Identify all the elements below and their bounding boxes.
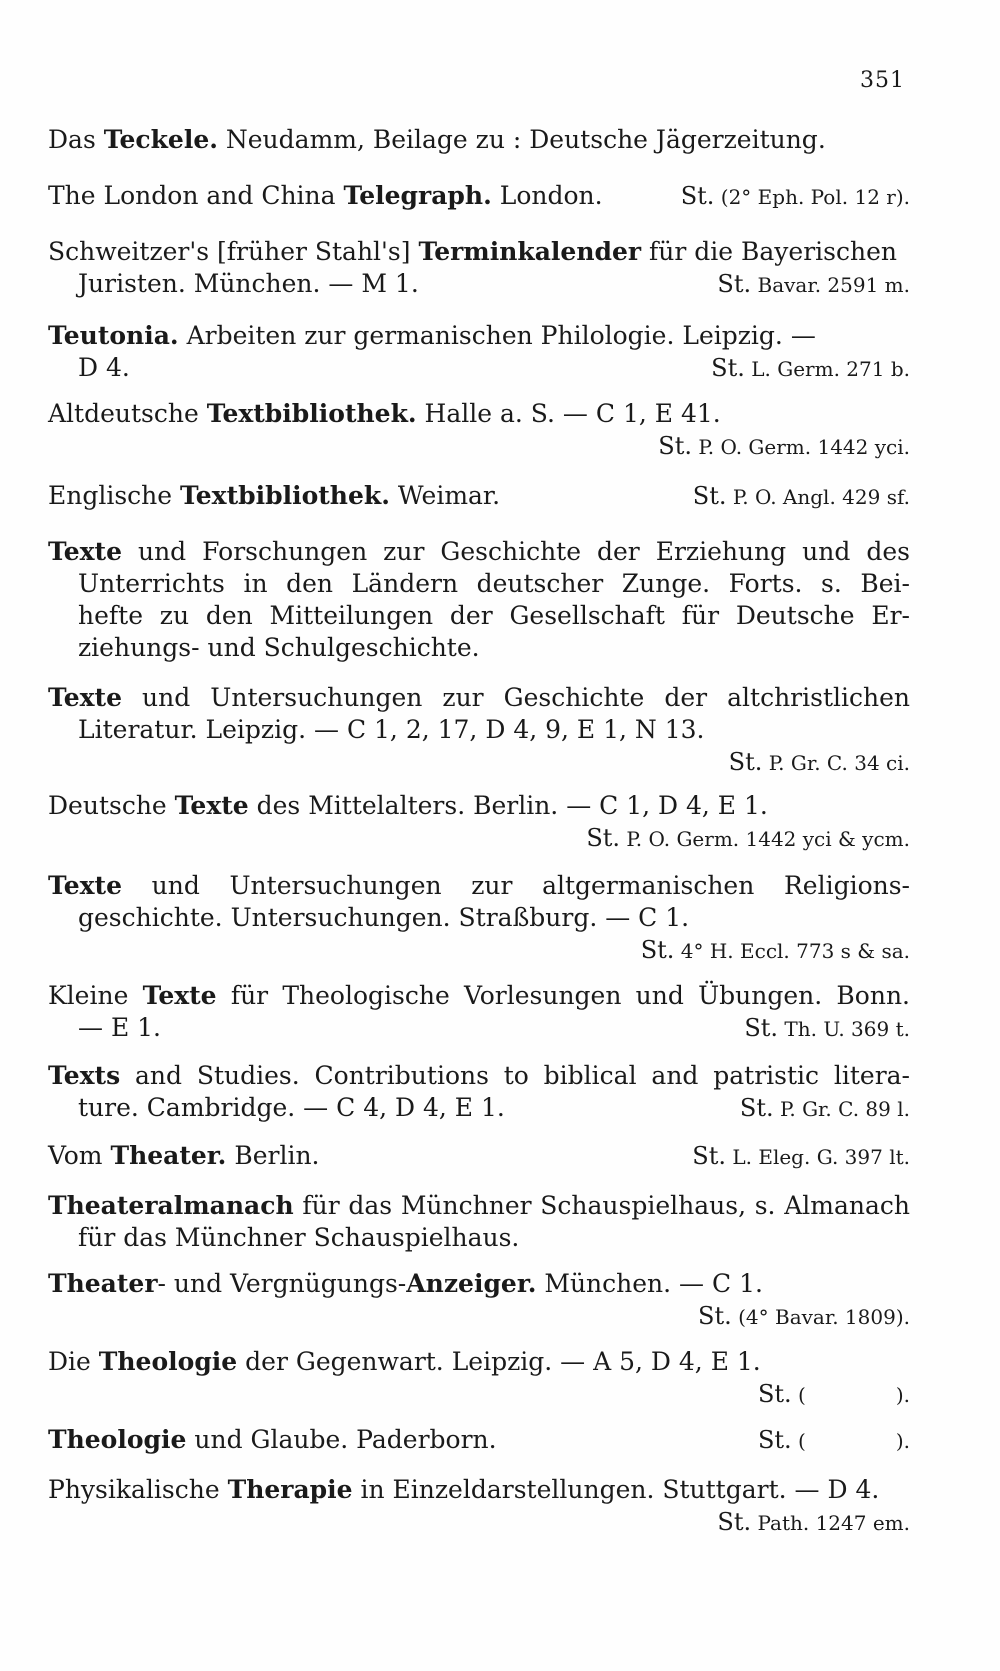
shelfmark: St. (2° Eph. Pol. 12 r). (680, 182, 910, 210)
shelfmark: St. Path. 1247 em. (717, 1508, 910, 1536)
entry-textbibliothek-engl: Englische Textbibliothek. Weimar. St. P. O. Angl. 429 sf. (48, 480, 910, 513)
shelfmark: St. P. Gr. C. 89 l. (739, 1094, 910, 1122)
entry-keyword: Texts (48, 1061, 121, 1090)
shelfmark: St. Th. U. 369 t. (744, 1014, 910, 1042)
entry-keyword: Theater (48, 1269, 158, 1298)
shelfmark: St. L. Eleg. G. 397 lt. (692, 1142, 910, 1170)
shelfmark: St. P. O. Angl. 429 sf. (692, 482, 910, 510)
entry-terminkalender: Schweitzer's [früher Stahl's] Terminkalender für die Bayerischen Juristen. München. — M 1. St. Bavar. 2591 m. (48, 236, 910, 301)
entry-keyword: Texte (48, 683, 122, 712)
entry-texts-studies: Texts and Studies. Contributions to biblical and patristic litera- ture. Cambridge. — C 4, D 4, E 1. St. P. Gr. C. 89 l. (48, 1060, 910, 1125)
entry-keyword: Texte (48, 871, 122, 900)
entry-keyword: Texte (142, 981, 217, 1010)
entry-keyword: Texte (48, 537, 122, 566)
shelfmark: St. ( ). (757, 1426, 910, 1454)
entry-keyword: Textbibliothek. (180, 481, 390, 510)
entry-telegraph: The London and China Telegraph. London. St. (2° Eph. Pol. 12 r). (48, 180, 910, 213)
entry-teutonia: Teutonia. Arbeiten zur germanischen Philologie. Leipzig. — D 4. St. L. Germ. 271 b. (48, 320, 910, 385)
entry-vom-theater: Vom Theater. Berlin. St. L. Eleg. G. 397 lt. (48, 1140, 910, 1173)
entry-keyword: Theateralmanach (48, 1191, 294, 1220)
entry-keyword: Theologie (48, 1425, 187, 1454)
entry-theologie-gegenwart: Die Theologie der Gegenwart. Leipzig. — A 5, D 4, E 1. St. ( ). (48, 1347, 910, 1408)
entry-texte-untersuchungen: Texte und Untersuchungen zur Geschichte der altchristlichen Literatur. Leipzig. — C 1, 2, 17, D 4, 9, E 1, N 13. St. P. Gr. C. 34 ci. (48, 683, 910, 776)
entry-keyword: Therapie (227, 1475, 353, 1504)
shelfmark: St. 4° H. Eccl. 773 s & sa. (640, 936, 910, 964)
entry-therapie: Physikalische Therapie in Einzeldarstellungen. Stuttgart. — D 4. St. Path. 1247 em. (48, 1475, 910, 1536)
entry-keyword: Teutonia. (48, 321, 179, 350)
shelfmark: St. P. O. Germ. 1442 yci. (658, 432, 910, 460)
entry-keyword: Telegraph. (343, 181, 492, 210)
shelfmark: St. L. Germ. 271 b. (711, 354, 910, 382)
entry-keyword: Texte (174, 791, 249, 820)
entry-theateralmanach: Theateralmanach für das Münchner Schauspielhaus, s. Almanach für das Münchner Schauspielhaus. (48, 1191, 910, 1252)
entry-textbibliothek-alt: Altdeutsche Textbibliothek. Halle a. S. — C 1, E 41. St. P. O. Germ. 1442 yci. (48, 399, 910, 460)
entry-keyword: Textbibliothek. (206, 399, 417, 428)
entry-texte-religion: Texte und Untersuchungen zur altgermanischen Religions- geschichte. Untersuchungen. Straßburg. — C 1. St. 4° H. Eccl. 773 s & sa. (48, 871, 910, 964)
entry-keyword: Terminkalender (418, 237, 642, 266)
entry-keyword: Theologie (98, 1347, 238, 1376)
entry-kleine-texte: Kleine Texte für Theologische Vorlesungen und Übungen. Bonn. — E 1. St. Th. U. 369 t. (48, 980, 910, 1045)
entry-texte-forschungen: Texte und Forschungen zur Geschichte der Erziehung und des Unterrichts in den Ländern deutscher Zunge. Forts. s. Bei- hefte zu den Mitteilungen der Gesellschaft für Deutsche Er- ziehungs- und Schulgeschichte. (48, 537, 910, 662)
entry-teckele: Das Teckele. Neudamm, Beilage zu : Deutsche Jägerzeitung. (48, 125, 826, 154)
entry-theologie-glaube: Theologie und Glaube. Paderborn. St. ( ). (48, 1424, 910, 1457)
entry-theater-anzeiger: Theater- und Vergnügungs-Anzeiger. München. — C 1. St. (4° Bavar. 1809). (48, 1269, 910, 1330)
shelfmark: St. Bavar. 2591 m. (717, 270, 910, 298)
entry-keyword-2: Anzeiger. (406, 1269, 537, 1298)
page-number: 351 (860, 68, 905, 93)
entry-keyword: Teckele. (103, 125, 218, 154)
shelfmark: St. P. Gr. C. 34 ci. (728, 748, 910, 776)
entry-texte-mittelalter: Deutsche Texte des Mittelalters. Berlin. — C 1, D 4, E 1. St. P. O. Germ. 1442 yci & ycm. (48, 791, 910, 852)
shelfmark: St. P. O. Germ. 1442 yci & ycm. (586, 824, 910, 852)
shelfmark: St. ( ). (757, 1380, 910, 1408)
entry-keyword: Theater. (110, 1141, 227, 1170)
shelfmark: St. (4° Bavar. 1809). (698, 1302, 910, 1330)
